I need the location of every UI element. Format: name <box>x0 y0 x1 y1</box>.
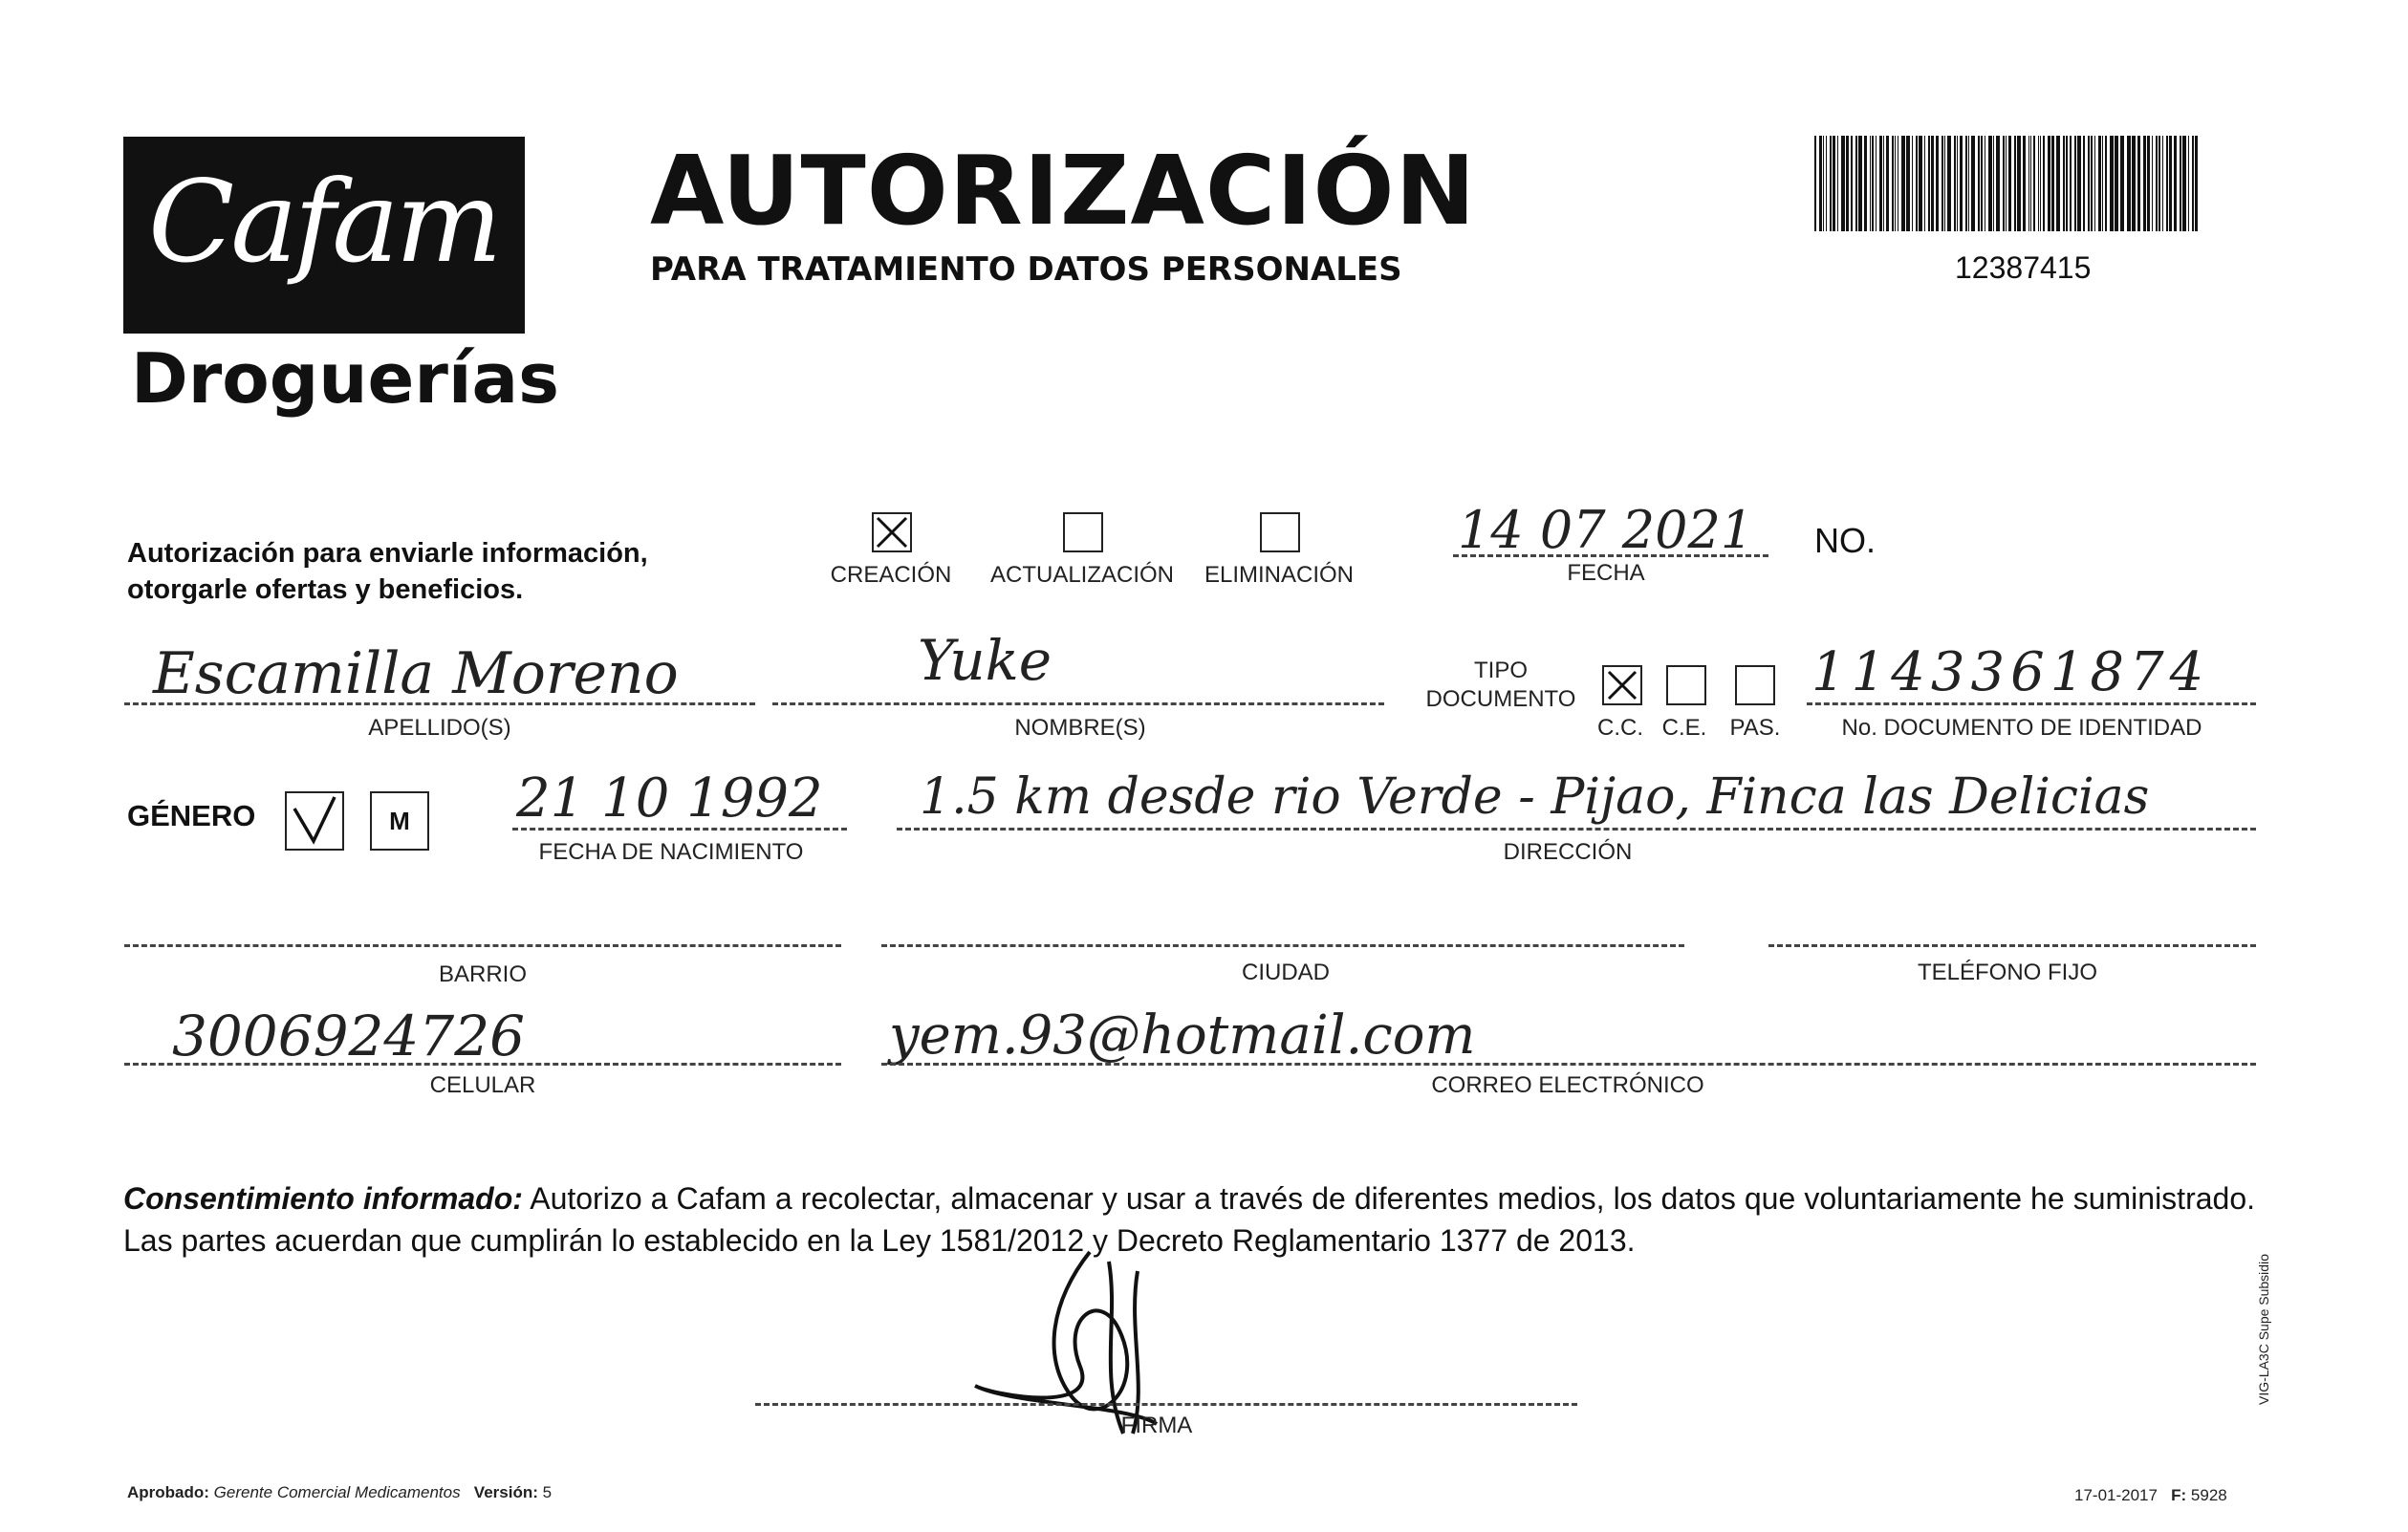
barcode-bar <box>2110 136 2114 231</box>
barcode-bar <box>2162 136 2163 231</box>
barcode-bar <box>2143 136 2146 231</box>
signature-label: FIRMA <box>1120 1413 1193 1438</box>
barcode-bar <box>1826 136 1827 231</box>
barcode-bar <box>2182 136 2186 231</box>
direccion-line <box>897 828 2256 831</box>
barcode-bar <box>1993 136 1994 231</box>
footer-approval <box>127 1483 552 1502</box>
correo-label: CORREO ELECTRÓNICO <box>1431 1072 1704 1098</box>
cafam-logo <box>123 137 525 334</box>
barcode-bar <box>1960 136 1963 231</box>
barcode-bar <box>2132 136 2136 231</box>
barcode-bar <box>2192 136 2194 231</box>
correo-value[interactable]: yem.93@hotmail.com <box>889 1004 1476 1067</box>
barcode-bar <box>1906 136 1910 231</box>
barcode-bar <box>1879 136 1882 231</box>
checkbox-genero-m[interactable] <box>370 791 429 851</box>
barcode-bar <box>2040 136 2041 231</box>
barcode-bar <box>2074 136 2076 231</box>
barcode-bar <box>2017 136 2021 231</box>
barcode-bar <box>2030 136 2031 231</box>
barcode-bar <box>1886 136 1889 231</box>
birth-value[interactable]: 21 10 1992 <box>516 767 823 830</box>
label-pas: PAS. <box>1729 715 1781 741</box>
barcode-bar <box>1916 136 1918 231</box>
barcode-bar <box>2033 136 2035 231</box>
barcode-bar <box>2006 136 2007 231</box>
doc-number-line <box>1807 702 2256 705</box>
telefono-label: TELÉFONO FIJO <box>1917 960 2097 985</box>
barcode-bar <box>2023 136 2026 231</box>
barcode-bar <box>1855 136 1857 231</box>
barcode-bar <box>2070 136 2072 231</box>
barcode-bar <box>2102 136 2103 231</box>
barcode-bar <box>2156 136 2158 231</box>
birth-label: FECHA DE NACIMIENTO <box>538 839 804 865</box>
aprobado-label: Aprobado: <box>127 1483 209 1501</box>
barcode-bar <box>2120 136 2124 231</box>
barcode-bar <box>2063 136 2065 231</box>
correo-line <box>881 1063 2256 1066</box>
checkbox-pas[interactable] <box>1735 665 1775 705</box>
barcode-bar <box>1819 136 1822 231</box>
intro-line-2: otorgarle ofertas y beneficios. <box>127 574 524 605</box>
barcode-bar <box>2028 136 2029 231</box>
signature-line <box>755 1403 1577 1406</box>
celular-value[interactable]: 3006924726 <box>172 1003 526 1068</box>
barcode-bar <box>1919 136 1922 231</box>
barcode-bar <box>2038 136 2039 231</box>
logo-subtitle: Droguerías <box>131 338 559 419</box>
checkbox-ce[interactable] <box>1666 665 1706 705</box>
check-mark-icon <box>874 514 910 550</box>
barcode-bar <box>2152 136 2153 231</box>
intro-text <box>127 535 777 608</box>
aprobado-value: Gerente Comercial Medicamentos <box>213 1483 461 1501</box>
barcode-bar <box>1965 136 1967 231</box>
barcode-bar <box>1864 136 1867 231</box>
consent-heading: Consentimiento informado: <box>123 1181 523 1216</box>
barcode-bar <box>2091 136 2093 231</box>
barcode-bar <box>1988 136 1992 231</box>
direccion-label: DIRECCIÓN <box>1503 839 1633 865</box>
barcode-bar <box>2008 136 2011 231</box>
barcode-bar <box>2188 136 2189 231</box>
fecha-label: FECHA <box>1567 560 1645 586</box>
barcode-bar <box>1846 136 1849 231</box>
barcode-bar <box>1954 136 1956 231</box>
side-code: VIG-LA3C Supe Subsidio <box>2256 1254 2271 1405</box>
barrio-line <box>124 944 841 947</box>
barcode-bar <box>2127 136 2131 231</box>
genero-label: GÉNERO <box>127 799 256 832</box>
apellidos-line <box>124 702 755 705</box>
barcode-bar <box>1851 136 1853 231</box>
barcode-bar <box>2083 136 2085 231</box>
barcode-bar <box>1833 136 1835 231</box>
doc-number-value[interactable]: 1143361874 <box>1811 641 2210 703</box>
barcode-bar <box>2056 136 2060 231</box>
barcode-bar <box>2051 136 2054 231</box>
barcode-bar <box>1944 136 1945 231</box>
no-label: NO. <box>1814 521 1877 560</box>
barcode-bar <box>1841 136 1845 231</box>
barcode-bar <box>1872 136 1874 231</box>
label-cc: C.C. <box>1597 715 1643 741</box>
consent-text: Autorizo a Cafam a recolectar, almacenar y usar a través de diferentes medios, los datos que voluntariamente he suministrado. Las partes acuerdan que cumplirán lo establecido en la Ley 1581/2012 y Decreto Reglamentario 1377 de 2013. <box>123 1181 2256 1258</box>
barcode-bar <box>1895 136 1896 231</box>
fecha-line <box>1453 554 1768 557</box>
barcode-bar <box>2115 136 2118 231</box>
barcode-bar <box>1996 136 2000 231</box>
barcode-bar <box>1928 136 1930 231</box>
barcode-bar <box>1978 136 1980 231</box>
barcode-bar <box>1901 136 1905 231</box>
checkbox-actualizacion[interactable] <box>1063 512 1103 552</box>
barcode-bar <box>2043 136 2045 231</box>
celular-line <box>124 1063 841 1066</box>
barcode-bar <box>2048 136 2050 231</box>
barcode-bar <box>2066 136 2068 231</box>
barcode-bar <box>2180 136 2181 231</box>
nombres-line <box>772 702 1384 705</box>
tipo-label-2: DOCUMENTO <box>1425 686 1576 712</box>
checkbox-genero-f[interactable] <box>285 791 344 851</box>
barcode-bar <box>2169 136 2172 231</box>
barcode-bar <box>1883 136 1884 231</box>
direccion-value[interactable]: 1.5 km desde rio Verde - Pijao, Finca las Delicias <box>920 768 2150 826</box>
tipo-label-1: TIPO <box>1473 658 1528 683</box>
barcode-bar <box>1957 136 1958 231</box>
barcode-bar <box>1870 136 1871 231</box>
barcode-bar <box>1981 136 1983 231</box>
form-title: AUTORIZACIÓN <box>650 135 1477 247</box>
barcode-bar <box>1931 136 1934 231</box>
barcode-bar <box>1968 136 1969 231</box>
apellidos-value[interactable]: Escamilla Moreno <box>153 640 679 707</box>
doc-number-label: No. DOCUMENTO DE IDENTIDAD <box>1841 715 2202 741</box>
barcode-bar <box>1942 136 1943 231</box>
celular-label: CELULAR <box>429 1072 536 1098</box>
label-ce: C.E. <box>1661 715 1707 741</box>
apellidos-label: APELLIDO(S) <box>368 715 511 741</box>
version-label: Versión: <box>473 1483 538 1501</box>
footer-date-value: 17-01-2017 <box>2074 1486 2158 1504</box>
intro-line-1: Autorización para enviarle información, <box>127 538 648 569</box>
f-value: 5928 <box>2190 1486 2227 1504</box>
barcode-bar <box>2077 136 2081 231</box>
f-label: F: <box>2171 1486 2187 1504</box>
genero-m-label: M <box>389 807 410 835</box>
barcode-bar <box>2098 136 2101 231</box>
barcode-bar <box>2147 136 2150 231</box>
checkbox-cc[interactable] <box>1602 665 1642 705</box>
label-actualizacion: ACTUALIZACIÓN <box>989 562 1175 588</box>
label-eliminacion: ELIMINACIÓN <box>1204 562 1355 588</box>
checkbox-creacion[interactable] <box>872 512 912 552</box>
barcode-bar <box>1830 136 1832 231</box>
fecha-value[interactable]: 14 07 2021 <box>1458 500 1754 560</box>
barcode-bar <box>1924 136 1925 231</box>
nombres-value[interactable]: Yuke <box>918 628 1052 693</box>
barcode-bar <box>2174 136 2177 231</box>
barcode-bar <box>2195 136 2198 231</box>
barcode-bar <box>1892 136 1894 231</box>
ciudad-label: CIUDAD <box>1241 960 1330 985</box>
barrio-label: BARRIO <box>438 961 527 987</box>
checkbox-eliminacion[interactable] <box>1260 512 1300 552</box>
ciudad-line <box>881 944 1684 947</box>
birth-line <box>512 828 847 831</box>
check-mark-icon <box>1604 667 1640 703</box>
barcode-bar <box>2137 136 2140 231</box>
check-mark-icon <box>287 793 342 849</box>
footer-date <box>2074 1486 2227 1505</box>
barcode-bar <box>1971 136 1975 231</box>
barcode-bar <box>2159 136 2160 231</box>
logo-text: Cafam <box>148 156 499 288</box>
barcode-bar <box>1823 136 1824 231</box>
barcode-bar <box>2003 136 2005 231</box>
barcode-bar <box>1936 136 1939 231</box>
barcode-bar <box>2166 136 2168 231</box>
barcode-bar <box>2094 136 2095 231</box>
barcode-bar <box>1837 136 1838 231</box>
barcode-bar <box>1947 136 1951 231</box>
barcode-number: 12387415 <box>1955 250 2092 285</box>
barcode-bar <box>2014 136 2016 231</box>
telefono-line <box>1768 944 2256 947</box>
barcode-bar <box>1876 136 1877 231</box>
barcode-bar <box>2105 136 2107 231</box>
barcode <box>1814 136 2199 231</box>
barcode-bar <box>2088 136 2090 231</box>
barcode-bar <box>1858 136 1862 231</box>
barcode-bar <box>1912 136 1913 231</box>
barcode-bar <box>1814 136 1816 231</box>
label-creacion: CREACIÓN <box>830 562 952 588</box>
nombres-label: NOMBRE(S) <box>1014 715 1146 741</box>
form-subtitle: PARA TRATAMIENTO DATOS PERSONALES <box>650 250 1402 289</box>
version-value: 5 <box>542 1483 553 1501</box>
